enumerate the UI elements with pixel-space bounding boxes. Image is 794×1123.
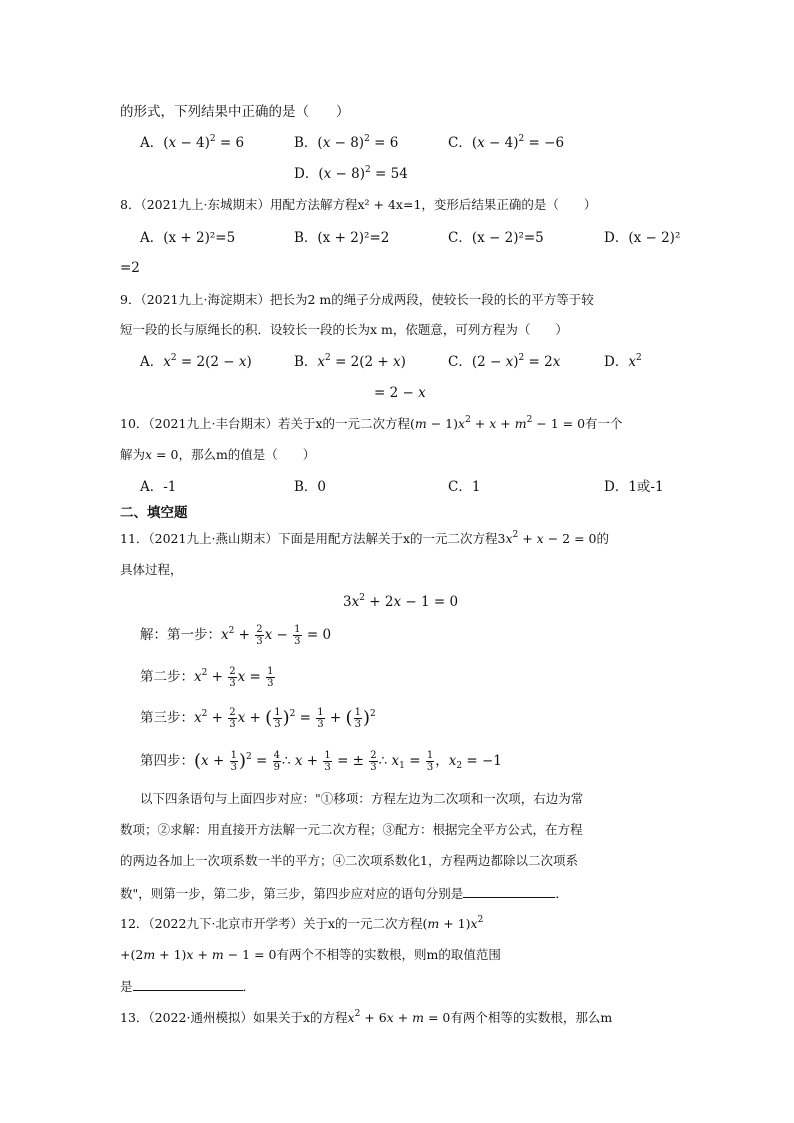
option-letter: D． xyxy=(294,166,319,182)
option-letter: C． xyxy=(448,135,472,151)
option-letter: B． xyxy=(294,354,318,370)
q13-stem-line1: 13．（2022·通州模拟）如果关于x的方程$x^2 + 6x + m = 0$有两个相等的实数根，那么m xyxy=(120,1009,613,1025)
q8-stem: 8．（2021九上·东城期末）用配方法解方程x² + 4x=1，变形后结果正确的是（ ） xyxy=(120,197,597,212)
q7-option-a[interactable]: A．$(x - 4)^2 = 6$ xyxy=(140,134,245,151)
q8-option-c[interactable]: C．(x − 2)²=5 xyxy=(448,230,544,246)
q11-step3: 第三步：$x^2$ + $\frac{2}{3}$ x + ( $\frac{1}{3}$ )$^2$ = $\frac{1}{3}$ + ( $\frac{1}{3}$ )$^2$ xyxy=(140,707,376,730)
q11-answer-blank[interactable] xyxy=(463,883,555,898)
q9-stem-line1: 9．（2021九上·海淀期末）把长为2 m的绳子分成两段，使较长一段的长的平方等于较 xyxy=(120,292,594,307)
q9-option-a[interactable]: A．$x^2 = 2(2 - x)$ xyxy=(140,353,252,370)
q9-option-d[interactable]: D．$x^2$ xyxy=(604,353,642,370)
q11-text-line3: 的两边各加上一次项系数一半的平方；④二次项系数化1，方程两边都除以二次项系 xyxy=(120,853,578,868)
option-letter: A． xyxy=(140,354,164,370)
q11-stem-line1: 11．（2021九上·燕山期末）下面是用配方法解关于x的一元二次方程$3x^2 + x - 2 = 0$的 xyxy=(120,530,609,546)
q12-stem-line2: +(2m + 1)x + m − 1 = 0有两个不相等的实数根，则m的取值范围 xyxy=(120,947,501,962)
q7-option-c[interactable]: C．$(x - 4)^2 = -6$ xyxy=(448,134,565,151)
option-letter: B． xyxy=(294,135,318,151)
option-letter: D． xyxy=(604,354,629,370)
q7-option-b[interactable]: B．$(x - 8)^2 = 6$ xyxy=(294,134,399,151)
q12-stem-line1: 12．（2022九下·北京市开学考）关于x的一元二次方程$(m + 1)x^2$ xyxy=(120,915,484,931)
q10-option-c[interactable]: C．1 xyxy=(448,479,481,495)
q11-step1: 解：第一步：$x^2$ + $\frac{2}{3}$ x − $\frac{1}{3}$ = 0 xyxy=(140,624,332,647)
q7-stem-continuation: 的形式，下列结果中正确的是（ ） xyxy=(120,104,350,120)
q10-option-a[interactable]: A．-1 xyxy=(140,479,177,495)
q8-option-d-continuation: =2 xyxy=(120,260,140,276)
q12-answer-blank[interactable] xyxy=(133,976,243,991)
q12-stem-line3: 是 ． xyxy=(120,976,255,997)
q10-stem-line1: 10．（2021九上·丰台期末）若关于x的一元二次方程$(m - 1)x^2 + x + m^2 - 1 = 0$有一个 xyxy=(120,415,623,431)
q8-option-b[interactable]: B．(x + 2)²=2 xyxy=(294,230,390,246)
q11-text-line4: 数"，则第一步，第二步，第三步，第四步应对应的语句分别是 ． xyxy=(120,883,568,904)
q9-option-c[interactable]: C．$(2 - x)^2 = 2x$ xyxy=(448,353,561,370)
q8-option-a[interactable]: A．(x + 2)²=5 xyxy=(140,230,236,246)
q8-option-d[interactable]: D．(x − 2)² xyxy=(604,230,681,246)
q9-option-d-continuation: = 2 − x xyxy=(374,385,426,401)
q10-stem-line2: 解为x = 0，那么m的值是（ ） xyxy=(120,447,316,462)
q10-option-b[interactable]: B．0 xyxy=(294,479,327,495)
q11-equation: $3x^2 + 2x - 1 = 0$ xyxy=(343,593,459,610)
section-heading: 二、填空题 xyxy=(120,505,188,521)
option-letter: C． xyxy=(448,354,472,370)
q11-step4: 第四步：(x + $\frac{1}{3}$ )$^2$ = $\frac{4}{9}$ ∴ x + $\frac{1}{3}$ = ± $\frac{2}{3}$ ∴ $x_1$ = $\frac{1}{3}$ ，$x_2 = -1$ xyxy=(140,750,502,773)
q11-text-line1: 以下四条语句与上面四步对应："①移项：方程左边为二次项和一次项，右边为常 xyxy=(140,791,584,806)
q9-option-b[interactable]: B．$x^2 = 2(2 + x)$ xyxy=(294,353,406,370)
q11-text-line2: 数项；②求解：用直接开方法解一元二次方程；③配方：根据完全平方公式，在方程 xyxy=(120,822,583,837)
q11-step2: 第二步：$x^2$ + $\frac{2}{3}$ x = $\frac{1}{3}$ xyxy=(140,666,274,689)
option-letter: A． xyxy=(140,135,164,151)
q11-stem-line2: 具体过程， xyxy=(120,562,183,577)
q9-stem-line2: 短一段的长与原绳长的积．设较长一段的长为x m，依题意，可列方程为（ ） xyxy=(120,322,568,337)
q7-option-d[interactable]: D．$(x - 8)^2 = 54$ xyxy=(294,165,408,182)
q10-option-d[interactable]: D．1或-1 xyxy=(604,479,664,495)
